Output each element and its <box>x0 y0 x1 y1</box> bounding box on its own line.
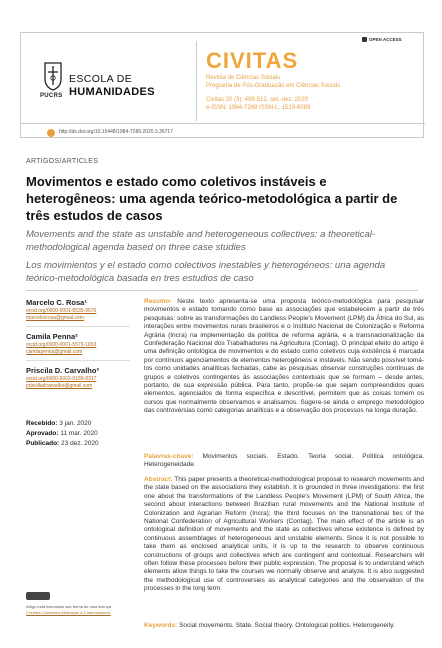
published-date: Publicado: 23 dez. 2020 <box>26 440 99 447</box>
journal-citation: Civitas 20 (3): 499-512, set.-dez. 2020 <box>206 97 309 103</box>
keywords-en <box>144 622 424 630</box>
received-date: Recebido: 3 jan. 2020 <box>26 420 92 427</box>
institution-name: PUCRS <box>40 93 63 99</box>
author-name: Camila Penna² <box>26 332 78 341</box>
school-name-line2: HUMANIDADES <box>69 86 155 98</box>
author-orcid-link[interactable]: orcid.org/0000-0001-8535-9570 <box>26 308 97 314</box>
author-email-link[interactable]: marcelocrosa@gmail.com <box>26 315 84 321</box>
keywords-pt-label: Palavras-chave: <box>144 453 194 460</box>
author-divider <box>26 360 130 361</box>
article-title-es: Los movimientos y el estado como colectivos inestables y heterogéneos: una agenda teórico-metodológica basada en tres estudios de caso <box>26 260 386 284</box>
abstract-en <box>144 476 424 594</box>
journal-header <box>20 32 424 138</box>
header-divider <box>196 41 197 121</box>
abstract-en-text: This paper presents a theoretical-methodological proposal to research movements and the state based on the associations they establish. It is grounded in three investigations: the first one about the transformations of the Landless People's Movement (LPM) of South Africa, the second about interactions between Brazilian rural movements and the National Institute of Colonization and Agrarian Reform (Incra); the third focuses on the transnational ties of the National Confederation of Agricultural Workers (Contag). The main effect of the article is an ontological definition of movements and the state as collectives whose existence is defined by continuous assemblages of heterogeneous and unstable elements. Since it is not possible to take them as enclosed analytical units, it is up to the research to observe continuous constructions of groups and collectives which are contingent and contextual. Researchers will often follow these processes before their public expression. The proposal is to understand which elements allow things to take the courses we normally observe and analyze. It is also suggested the methodological use of controversies as analytical categories and the observation of the processes in the long term. <box>144 476 424 593</box>
approved-date: Aprovado: 11 mar. 2020 <box>26 430 98 437</box>
author-divider <box>26 326 130 327</box>
abstract-pt-text: Neste texto apresenta-se uma proposta teórico-metodológica para pesquisar movimentos e estado tomando como base as associações que estabelecem a partir de três pesquisas: sobre as transformações do Landless People's Movement (LPM) da África do Sul, as interações entre movimentos rurais brasileiros e o Instituto Nacional de Colonização e Reforma Agrária (Incra) na implementação da política de reforma agrária, e a transnacionalização da Confederação Nacional dos Trabalhadores na Agricultura (Contag). O principal efeito do artigo é uma definição ontológica de movimentos e do estado como coletivos cuja existência é marcada por contínuos agenciamentos de elementos heterogêneos e instáveis. Não sendo possível tomá-los como unidades analíticas fechadas, cabe às pesquisas observar construções contínuas de grupos e coletivos contingentes às associações contextuais que se formam – desde antes, portanto, de sua expressão pública. Para tanto, propõe-se que sejam compreendidos quais elementos, agenciados de forma específica e descritível, permitem que as coisas tomem os cursos que normalmente observamos e analisamos. Sugere-se ainda o emprego metodológico das controvérsias como categorias analíticas e a observação dos processos na longa duração. <box>144 298 424 415</box>
license-link[interactable]: Creative Commons Atribuição 4.0 Internacional. <box>26 610 111 615</box>
keywords-pt <box>144 453 424 470</box>
keywords-en-text: Social movements. State. Social theory. Ontological politics. Heterogeneity. <box>179 622 395 629</box>
author-name: Marcelo C. Rosa¹ <box>26 298 87 307</box>
header-separator <box>21 123 425 124</box>
author-name: Priscila D. Carvalho³ <box>26 366 99 375</box>
journal-title: CIVITAS <box>206 48 299 73</box>
author-orcid-link[interactable]: orcid.org/0000-0001-5579-1653 <box>26 342 97 348</box>
school-name-line1: ESCOLA DE <box>69 73 133 85</box>
abstract-en-label: Abstract: <box>144 476 173 483</box>
title-separator <box>26 290 418 291</box>
author-email-link[interactable]: priscilladcarvalho@gmail.com <box>26 383 93 389</box>
article-title-en: Movements and the state as unstable and heterogeneous collectives: a theoretical-methodological agenda based on three case studies <box>26 229 376 253</box>
author-orcid-link[interactable]: orcid.org/0000-0002-0189-8317 <box>26 376 97 382</box>
abstract-pt <box>144 298 424 416</box>
keywords-pt-text: Movimentos sociais. Estado. Teoria social. Política ontológica. Heterogeneidade. <box>144 453 424 469</box>
abstract-pt-label: Resumo: <box>144 298 172 305</box>
open-access-label: OPEN ACCESS <box>369 37 402 42</box>
journal-subtitle: Revista de Ciências Sociais <box>206 75 281 81</box>
journal-program: Programa de Pós-Graduação em Ciências Sociais <box>206 83 341 89</box>
university-crest-icon <box>43 61 63 91</box>
open-access-badge <box>362 35 420 44</box>
author-email-link[interactable]: camilapenna@gmail.com <box>26 349 83 355</box>
doi-link[interactable]: http://dx.doi.org/10.15448/1984-7289.2020.3.36717 <box>59 129 173 135</box>
doi-icon <box>47 129 55 137</box>
license-text: Artigo está licenciado sob forma de uma licença <box>26 604 111 609</box>
article-title: Movimentos e estado como coletivos instáveis e heterogêneos: uma agenda teórico-metodológica a partir de três estudos de casos <box>26 174 398 223</box>
keywords-en-label: Keywords: <box>144 622 178 629</box>
journal-issn: e-ISSN: 1984-7289 ISSN-L: 1519-6089 <box>206 105 311 111</box>
section-label: ARTIGOS/ARTICLES <box>26 158 99 165</box>
creative-commons-icon <box>26 592 50 600</box>
lock-open-icon <box>362 37 367 42</box>
